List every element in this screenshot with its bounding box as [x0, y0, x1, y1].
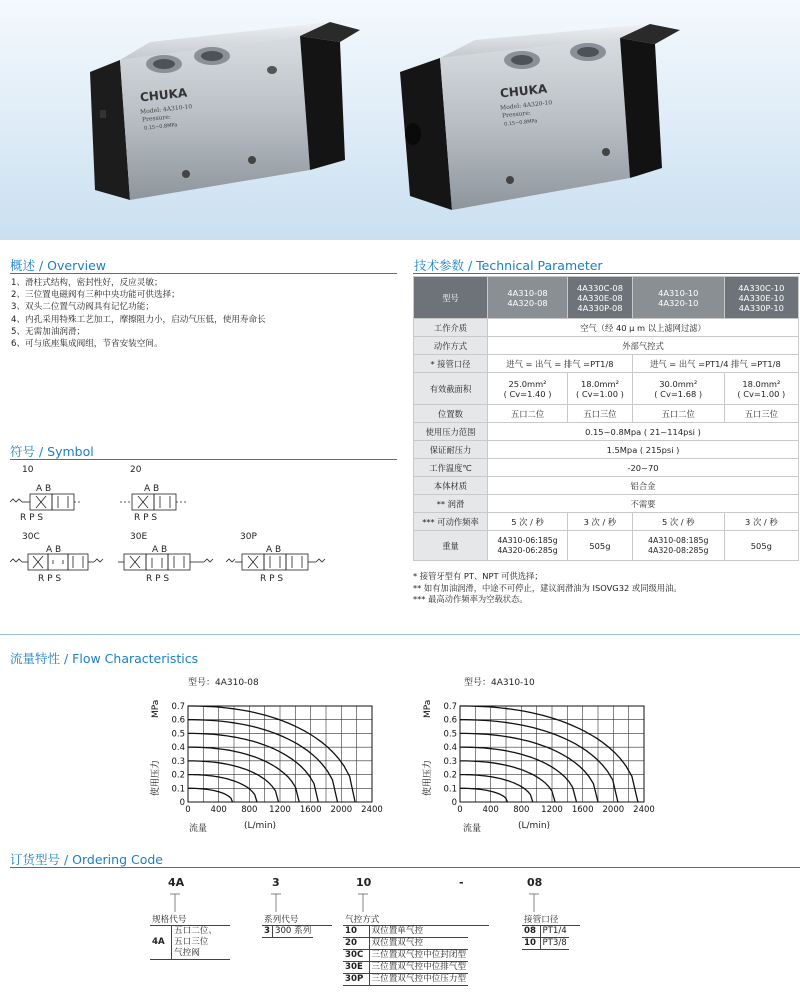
row-value: 3 次 / 秒	[568, 513, 633, 531]
symbol-ports-top: A B	[266, 545, 282, 555]
table-row: 08 PT1/4	[524, 926, 567, 936]
row-value: 5 次 / 秒	[632, 513, 724, 531]
product-photos	[0, 0, 800, 240]
brand-label-right: CHUKA	[499, 81, 548, 101]
table-row	[414, 355, 799, 373]
flow-curve	[188, 788, 233, 802]
symbol-title: 符号 / Symbol	[10, 444, 94, 459]
note: ** 如有加油润滑，中途不可停止，建议润滑油为 ISOVG32 或同级用油。	[413, 582, 682, 593]
y-tick-label: 0.6	[443, 715, 457, 726]
symbol-ports-bottom: R P S	[260, 574, 284, 584]
flow-chart-4a310-08	[140, 690, 390, 840]
row-label: 工作介质	[414, 319, 488, 337]
symbol-30c-diagram	[10, 554, 103, 570]
pressure-label-left: Pressure:	[141, 113, 172, 124]
series-code: 3	[262, 926, 272, 938]
symbol-ports-top: A B	[36, 484, 52, 494]
row-label: 动作方式	[414, 337, 488, 355]
x-tick-label: 2400	[361, 805, 383, 815]
y-tick-label: 0.2	[443, 770, 457, 781]
series-desc: 300 系列	[272, 926, 313, 938]
series-title: 系列代号	[262, 913, 332, 926]
overview-rule	[10, 273, 397, 274]
valve-symbols	[0, 480, 400, 590]
y-tick-label: 0.4	[171, 743, 185, 754]
chart1-label: 型号：4A310-08	[188, 678, 259, 688]
symbol-label-20: 20	[130, 465, 142, 475]
range-label-right: 0.15~0.8MPa	[503, 118, 538, 128]
table-row	[414, 477, 799, 495]
y-tick-label: 0.6	[171, 715, 185, 726]
symbol-ports-top: A B	[46, 545, 62, 555]
symbol-ports-top: A B	[152, 545, 168, 555]
x-tick-label: 1600	[299, 805, 322, 815]
y-tick-label: 0.3	[171, 756, 185, 767]
x-tick-label: 800	[241, 805, 258, 815]
flow-curve	[460, 761, 555, 802]
tech-header-col: 4A330C-08 4A330E-08 4A330P-08	[568, 277, 633, 319]
y-tick-label: 0.3	[443, 756, 457, 767]
row-value: 505g	[724, 531, 798, 561]
row-value: -20~70	[488, 459, 799, 477]
row-label: 本体材质	[414, 477, 488, 495]
row-value: 五口三位	[568, 405, 633, 423]
tech-header-row	[414, 277, 799, 319]
code-control: 10	[356, 876, 372, 889]
row-value: 4A310-08:185g 4A320-08:285g	[632, 531, 724, 561]
tech-header-label: 型号	[414, 277, 488, 319]
table-row	[414, 459, 799, 477]
table-row: 10 PT3/8	[524, 938, 567, 948]
y-tick-label: 0.5	[171, 729, 185, 740]
row-label: * 接管口径	[414, 355, 488, 373]
row-value: 不需要	[488, 495, 799, 513]
section-divider	[0, 634, 800, 635]
row-label: 使用压力范围	[414, 423, 488, 441]
code-port: 08	[527, 876, 543, 889]
tech-header-col: 4A310-10 4A320-10	[632, 277, 724, 319]
series-group	[262, 913, 332, 938]
symbol-ports-bottom: R P S	[146, 574, 170, 584]
overview-title: 概述 / Overview	[10, 258, 107, 273]
table-row	[414, 495, 799, 513]
flow-curve	[460, 733, 598, 802]
control-group	[343, 913, 489, 986]
code-spec: 4A	[168, 876, 185, 889]
symbol-rule	[10, 459, 397, 460]
table-row: 30C 三位置双气控中位封闭型	[345, 950, 467, 960]
row-value: 铝合金	[488, 477, 799, 495]
overview-list	[11, 277, 266, 350]
x-tick-label: 0	[185, 805, 191, 815]
range-label-left: 0.15~0.8MPa	[143, 122, 178, 132]
table-row	[414, 405, 799, 423]
chart2-xunit: (L/min)	[518, 821, 551, 831]
product-banner	[0, 0, 800, 240]
symbol-ports-bottom: R P S	[134, 513, 158, 523]
y-tick-label: 0.5	[443, 729, 457, 740]
tech-rule	[413, 273, 800, 274]
y-tick-label: 0.7	[171, 702, 185, 712]
overview-item: 4、内孔采用特殊工艺加工，摩擦阻力小，启动气压低，使用寿命长	[11, 314, 266, 325]
tech-header-col: 4A310-08 4A320-08	[488, 277, 568, 319]
row-value: 3 次 / 秒	[724, 513, 798, 531]
symbol-ports-top: A B	[144, 484, 160, 494]
row-value: 五口二位	[488, 405, 568, 423]
x-tick-label: 1200	[269, 805, 291, 815]
flow-chart-4a310-10	[412, 690, 662, 840]
code-dash: -	[459, 876, 464, 889]
x-tick-label: 400	[482, 805, 499, 815]
spec-desc: 气控阀	[174, 948, 200, 958]
overview-item: 6、可与底座集成阀组，节省安装空间。	[11, 339, 163, 350]
ordering-rule	[10, 867, 800, 868]
symbol-label-30c: 30C	[22, 532, 40, 542]
x-tick-label: 400	[210, 805, 227, 815]
flow-title: 流量特性 / Flow Characteristics	[10, 651, 199, 666]
row-value: 18.0mm² ( Cv=1.00 )	[724, 373, 798, 405]
row-label: ** 润滑	[414, 495, 488, 513]
symbol-label-30e: 30E	[130, 532, 148, 542]
spec-group	[150, 913, 230, 960]
table-row	[414, 319, 799, 337]
symbol-label-30p: 30P	[240, 532, 257, 542]
table-row	[414, 373, 799, 405]
overview-item: 2、三位置电磁阀有三种中央功能可供选择；	[11, 290, 180, 301]
valve-photo-left	[90, 22, 360, 200]
spec-code: 4A	[150, 926, 172, 959]
y-tick-label: 0.7	[443, 702, 457, 712]
spec-desc: 五口二位、	[174, 926, 217, 936]
symbol-ports-bottom: R P S	[38, 574, 62, 584]
row-label: 工作温度℃	[414, 459, 488, 477]
spec-title: 规格代号	[150, 913, 230, 926]
overview-item: 3、双头二位置气动阀具有记忆功能；	[11, 302, 154, 313]
port-title: 接管口径	[522, 913, 580, 926]
table-row: 10 双位置单气控	[343, 926, 468, 938]
tech-notes	[413, 571, 682, 606]
chart2-label: 型号：4A310-10	[464, 678, 535, 688]
x-tick-label: 2400	[633, 805, 655, 815]
table-row	[414, 513, 799, 531]
chart2-xlabel: 流量	[463, 824, 482, 834]
row-value: 五口二位	[632, 405, 724, 423]
table-row	[414, 531, 799, 561]
row-value: 进气 = 出气 =PT1/4 排气 =PT1/8	[632, 355, 798, 373]
row-label: 有效截面积	[414, 373, 488, 405]
tech-table	[413, 276, 799, 561]
table-row: 20 双位置双气控	[343, 938, 468, 950]
model-label-right: Model: 4A320-10	[499, 99, 553, 112]
y-tick-label: 0.4	[443, 743, 457, 754]
x-tick-label: 0	[457, 805, 463, 815]
model-label-left: Model: 4A310-10	[139, 103, 193, 116]
row-value: 30.0mm² ( Cv=1.68 )	[632, 373, 724, 405]
tech-header-col: 4A330C-10 4A330E-10 4A330P-10	[724, 277, 798, 319]
symbol-30p-diagram	[226, 554, 325, 570]
row-value: 进气 = 出气 = 排气 =PT1/8	[488, 355, 633, 373]
x-tick-label: 2000	[602, 805, 625, 815]
table-row	[262, 926, 313, 938]
symbol-label-10: 10	[22, 465, 34, 475]
row-value: 18.0mm² ( Cv=1.00 )	[568, 373, 633, 405]
note: *** 最高动作频率为空载状态。	[413, 594, 528, 604]
y-tick-label: 0.1	[171, 784, 185, 795]
table-row: 30E 三位置双气控中位排气型	[345, 962, 467, 972]
y-axis-unit: MPa	[423, 699, 433, 718]
y-tick-label: 0.1	[443, 784, 457, 795]
valve-photo-right	[400, 24, 680, 210]
y-axis-label: 使用压力	[423, 759, 433, 796]
table-row	[414, 441, 799, 459]
symbol-ports-bottom: R P S	[20, 513, 44, 523]
symbol-30e-diagram	[118, 554, 213, 570]
table-row	[414, 337, 799, 355]
chart1-xlabel: 流量	[189, 824, 208, 834]
symbol-10-diagram	[10, 494, 82, 510]
x-tick-label: 1600	[571, 805, 594, 815]
row-value: 1.5Mpa ( 215psi )	[488, 441, 799, 459]
row-label: 重量	[414, 531, 488, 561]
code-series: 3	[272, 876, 280, 889]
row-value: 空气（经 40 μ m 以上滤网过滤）	[488, 319, 799, 337]
row-value: 505g	[568, 531, 633, 561]
y-tick-label: 0	[179, 798, 185, 808]
x-tick-label: 1200	[541, 805, 563, 815]
chart1-xunit: (L/min)	[244, 821, 277, 831]
row-label: 保证耐压力	[414, 441, 488, 459]
y-tick-label: 0	[451, 798, 457, 808]
row-value: 0.15~0.8Mpa ( 21~114psi )	[488, 423, 799, 441]
y-tick-label: 0.2	[171, 770, 185, 781]
x-tick-label: 2000	[330, 805, 353, 815]
pressure-label-right: Pressure:	[501, 109, 532, 120]
row-value: 25.0mm² ( Cv=1.40 )	[488, 373, 568, 405]
port-group	[522, 913, 580, 950]
row-label: *** 可动作频率	[414, 513, 488, 531]
y-axis-label: 使用压力	[151, 759, 161, 796]
flow-curve	[460, 788, 508, 802]
tech-title: 技术参数 / Technical Parameter	[414, 258, 603, 273]
note: * 接管牙型有 PT、NPT 可供选择；	[413, 571, 543, 581]
row-value: 4A310-06:185g 4A320-06:285g	[488, 531, 568, 561]
y-axis-unit: MPa	[151, 699, 161, 718]
table-row	[414, 423, 799, 441]
ordering-title: 订货型号 / Ordering Code	[10, 852, 163, 867]
control-title: 气控方式	[343, 913, 489, 926]
x-tick-label: 800	[513, 805, 530, 815]
brand-label-left: CHUKA	[139, 85, 188, 105]
spec-desc: 五口三位	[174, 937, 209, 947]
row-value: 5 次 / 秒	[488, 513, 568, 531]
table-row: 30P 三位置双气控中位压力型	[345, 974, 467, 984]
overview-item: 1、滑柱式结构，密封性好，反应灵敏；	[11, 278, 163, 288]
overview-item: 5、无需加油润滑；	[11, 326, 86, 337]
row-label: 位置数	[414, 405, 488, 423]
symbol-20-diagram	[120, 494, 188, 510]
row-value: 外部气控式	[488, 337, 799, 355]
row-value: 五口三位	[724, 405, 798, 423]
